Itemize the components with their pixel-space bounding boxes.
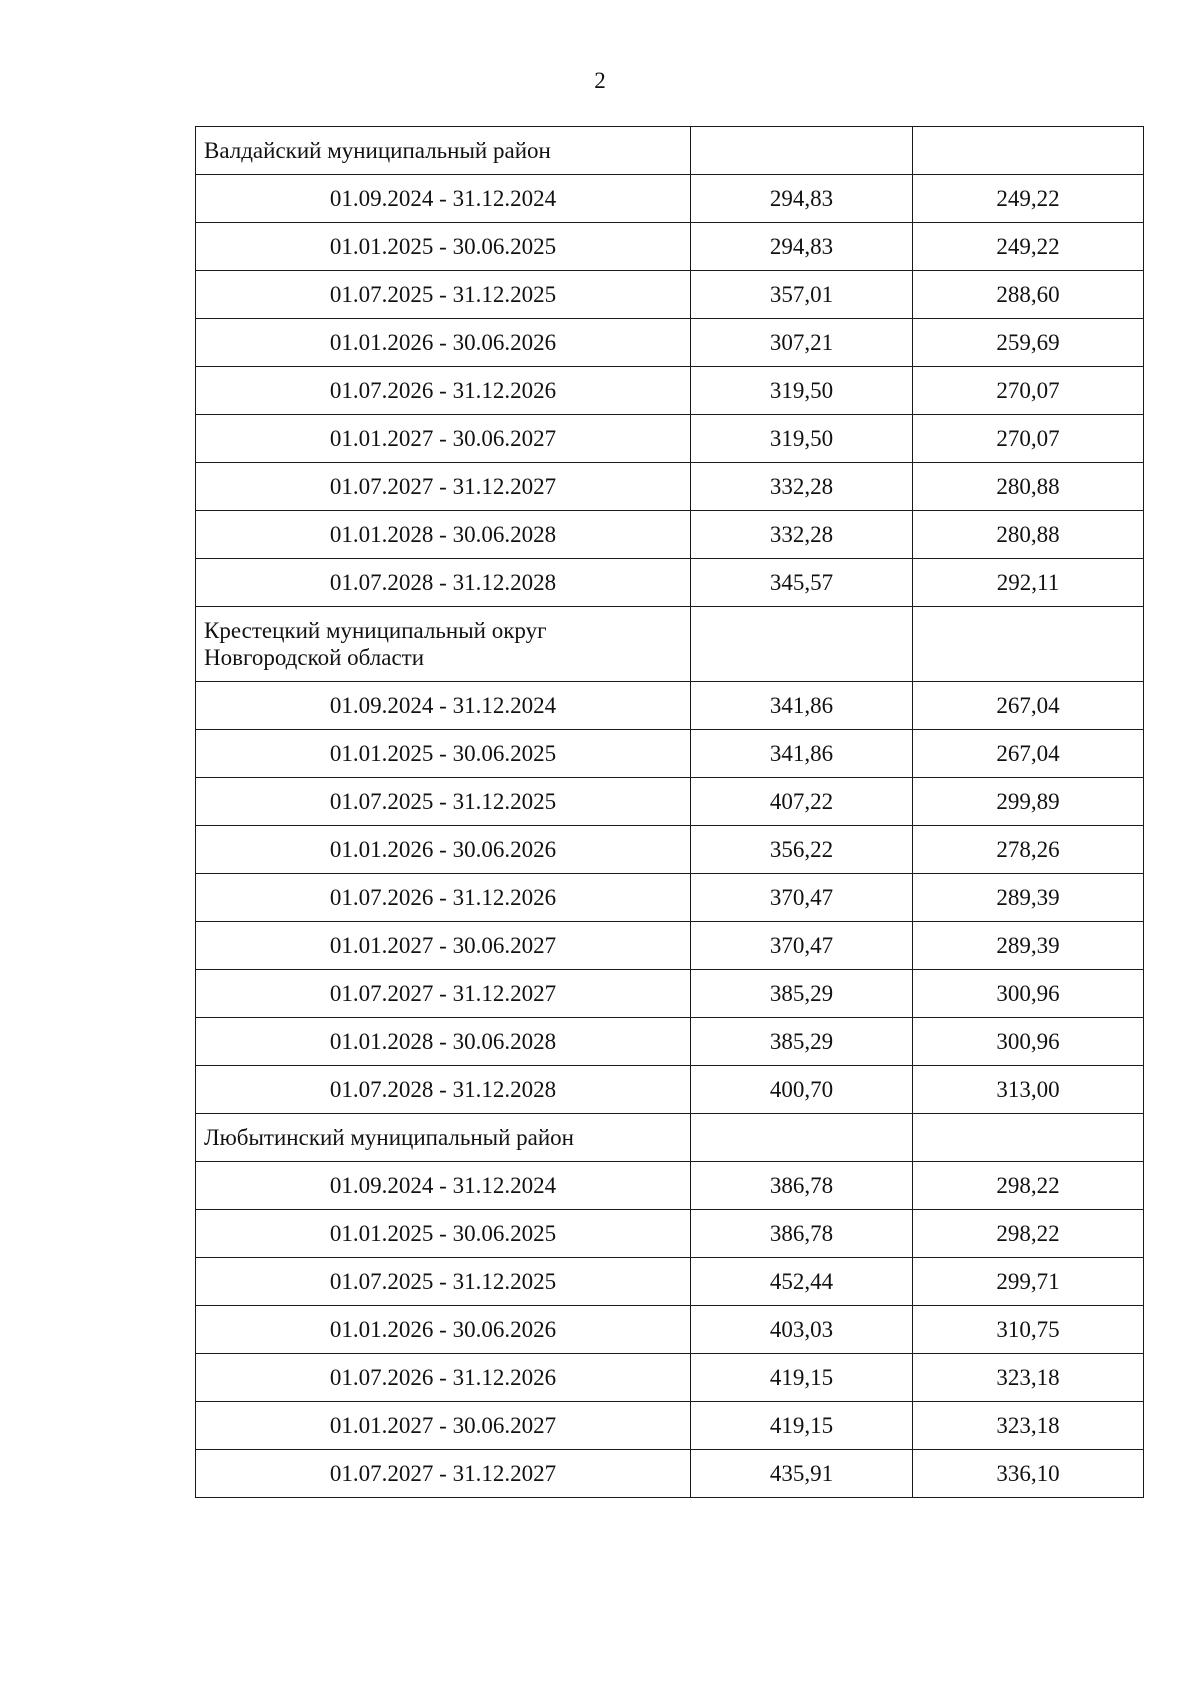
period-cell: 01.01.2025 - 30.06.2025 — [196, 1210, 691, 1258]
section-header-row — [196, 607, 1144, 682]
table-row — [196, 223, 1144, 271]
value-cell-1: 385,29 — [691, 1018, 913, 1066]
table-row — [196, 415, 1144, 463]
period-cell: 01.01.2025 - 30.06.2025 — [196, 730, 691, 778]
table-row — [196, 874, 1144, 922]
value-cell-2: 288,60 — [913, 271, 1144, 319]
value-cell-2: 336,10 — [913, 1450, 1144, 1498]
period-cell: 01.01.2027 - 30.06.2027 — [196, 922, 691, 970]
period-cell: 01.07.2027 - 31.12.2027 — [196, 970, 691, 1018]
period-cell: 01.01.2026 - 30.06.2026 — [196, 826, 691, 874]
value-cell-2: 292,11 — [913, 559, 1144, 607]
value-cell-1: 332,28 — [691, 463, 913, 511]
value-cell-1: 332,28 — [691, 511, 913, 559]
period-cell: 01.07.2025 - 31.12.2025 — [196, 1258, 691, 1306]
value-cell-2: 249,22 — [913, 175, 1144, 223]
table-row — [196, 1018, 1144, 1066]
table-row — [196, 1162, 1144, 1210]
empty-cell — [691, 1114, 913, 1162]
section-title-line: Крестецкий муниципальный округ — [204, 618, 547, 643]
section-title — [196, 127, 691, 175]
value-cell-2: 289,39 — [913, 922, 1144, 970]
table-row — [196, 1258, 1144, 1306]
table-row — [196, 463, 1144, 511]
period-cell: 01.01.2027 - 30.06.2027 — [196, 415, 691, 463]
table-row — [196, 319, 1144, 367]
empty-cell — [913, 607, 1144, 682]
table-row — [196, 559, 1144, 607]
period-cell: 01.01.2026 - 30.06.2026 — [196, 319, 691, 367]
table-row — [196, 1066, 1144, 1114]
value-cell-1: 319,50 — [691, 415, 913, 463]
period-cell: 01.01.2026 - 30.06.2026 — [196, 1306, 691, 1354]
table-row — [196, 730, 1144, 778]
value-cell-1: 386,78 — [691, 1162, 913, 1210]
period-cell: 01.07.2027 - 31.12.2027 — [196, 463, 691, 511]
value-cell-1: 370,47 — [691, 922, 913, 970]
table-row — [196, 970, 1144, 1018]
value-cell-1: 345,57 — [691, 559, 913, 607]
value-cell-2: 280,88 — [913, 511, 1144, 559]
value-cell-1: 385,29 — [691, 970, 913, 1018]
empty-cell — [913, 127, 1144, 175]
period-cell: 01.07.2026 - 31.12.2026 — [196, 367, 691, 415]
period-cell: 01.01.2027 - 30.06.2027 — [196, 1402, 691, 1450]
value-cell-1: 307,21 — [691, 319, 913, 367]
value-cell-2: 249,22 — [913, 223, 1144, 271]
page-number: 2 — [594, 68, 606, 93]
value-cell-2: 267,04 — [913, 730, 1144, 778]
period-cell: 01.01.2025 - 30.06.2025 — [196, 223, 691, 271]
empty-cell — [691, 127, 913, 175]
period-cell: 01.07.2026 - 31.12.2026 — [196, 1354, 691, 1402]
period-cell: 01.07.2027 - 31.12.2027 — [196, 1450, 691, 1498]
period-cell: 01.01.2028 - 30.06.2028 — [196, 1018, 691, 1066]
table-row — [196, 778, 1144, 826]
table-row — [196, 922, 1144, 970]
value-cell-1: 370,47 — [691, 874, 913, 922]
value-cell-1: 357,01 — [691, 271, 913, 319]
table-row — [196, 1450, 1144, 1498]
value-cell-2: 270,07 — [913, 367, 1144, 415]
value-cell-2: 299,89 — [913, 778, 1144, 826]
table-row — [196, 1210, 1144, 1258]
value-cell-2: 300,96 — [913, 1018, 1144, 1066]
period-cell: 01.07.2025 - 31.12.2025 — [196, 778, 691, 826]
value-cell-1: 386,78 — [691, 1210, 913, 1258]
period-cell: 01.09.2024 - 31.12.2024 — [196, 1162, 691, 1210]
value-cell-1: 400,70 — [691, 1066, 913, 1114]
value-cell-2: 310,75 — [913, 1306, 1144, 1354]
value-cell-1: 319,50 — [691, 367, 913, 415]
section-header-row — [196, 127, 1144, 175]
period-cell: 01.07.2028 - 31.12.2028 — [196, 559, 691, 607]
table-row — [196, 271, 1144, 319]
period-cell: 01.01.2028 - 30.06.2028 — [196, 511, 691, 559]
value-cell-1: 403,03 — [691, 1306, 913, 1354]
value-cell-2: 267,04 — [913, 682, 1144, 730]
empty-cell — [913, 1114, 1144, 1162]
value-cell-2: 299,71 — [913, 1258, 1144, 1306]
value-cell-2: 298,22 — [913, 1210, 1144, 1258]
table-row — [196, 1402, 1144, 1450]
period-cell: 01.09.2024 - 31.12.2024 — [196, 682, 691, 730]
section-title-line: Валдайский муниципальный район — [204, 138, 551, 163]
value-cell-1: 356,22 — [691, 826, 913, 874]
tariff-table — [195, 126, 1144, 1498]
table-row — [196, 367, 1144, 415]
value-cell-1: 294,83 — [691, 223, 913, 271]
value-cell-1: 419,15 — [691, 1402, 913, 1450]
value-cell-1: 407,22 — [691, 778, 913, 826]
table-row — [196, 1354, 1144, 1402]
value-cell-2: 259,69 — [913, 319, 1144, 367]
period-cell: 01.07.2025 - 31.12.2025 — [196, 271, 691, 319]
value-cell-2: 289,39 — [913, 874, 1144, 922]
section-title-line: Любытинский муниципальный район — [204, 1125, 574, 1150]
table-row — [196, 1306, 1144, 1354]
section-header-row — [196, 1114, 1144, 1162]
period-cell: 01.07.2026 - 31.12.2026 — [196, 874, 691, 922]
table-row — [196, 682, 1144, 730]
value-cell-2: 323,18 — [913, 1354, 1144, 1402]
section-title-line: Новгородской области — [204, 645, 425, 670]
empty-cell — [691, 607, 913, 682]
table-row — [196, 511, 1144, 559]
section-title — [196, 607, 691, 682]
value-cell-2: 280,88 — [913, 463, 1144, 511]
value-cell-2: 298,22 — [913, 1162, 1144, 1210]
section-title — [196, 1114, 691, 1162]
period-cell: 01.07.2028 - 31.12.2028 — [196, 1066, 691, 1114]
value-cell-1: 341,86 — [691, 730, 913, 778]
value-cell-2: 300,96 — [913, 970, 1144, 1018]
table-row — [196, 826, 1144, 874]
value-cell-2: 323,18 — [913, 1402, 1144, 1450]
table-row — [196, 175, 1144, 223]
value-cell-2: 278,26 — [913, 826, 1144, 874]
value-cell-1: 435,91 — [691, 1450, 913, 1498]
value-cell-1: 341,86 — [691, 682, 913, 730]
value-cell-1: 452,44 — [691, 1258, 913, 1306]
value-cell-1: 294,83 — [691, 175, 913, 223]
value-cell-2: 313,00 — [913, 1066, 1144, 1114]
value-cell-2: 270,07 — [913, 415, 1144, 463]
value-cell-1: 419,15 — [691, 1354, 913, 1402]
period-cell: 01.09.2024 - 31.12.2024 — [196, 175, 691, 223]
